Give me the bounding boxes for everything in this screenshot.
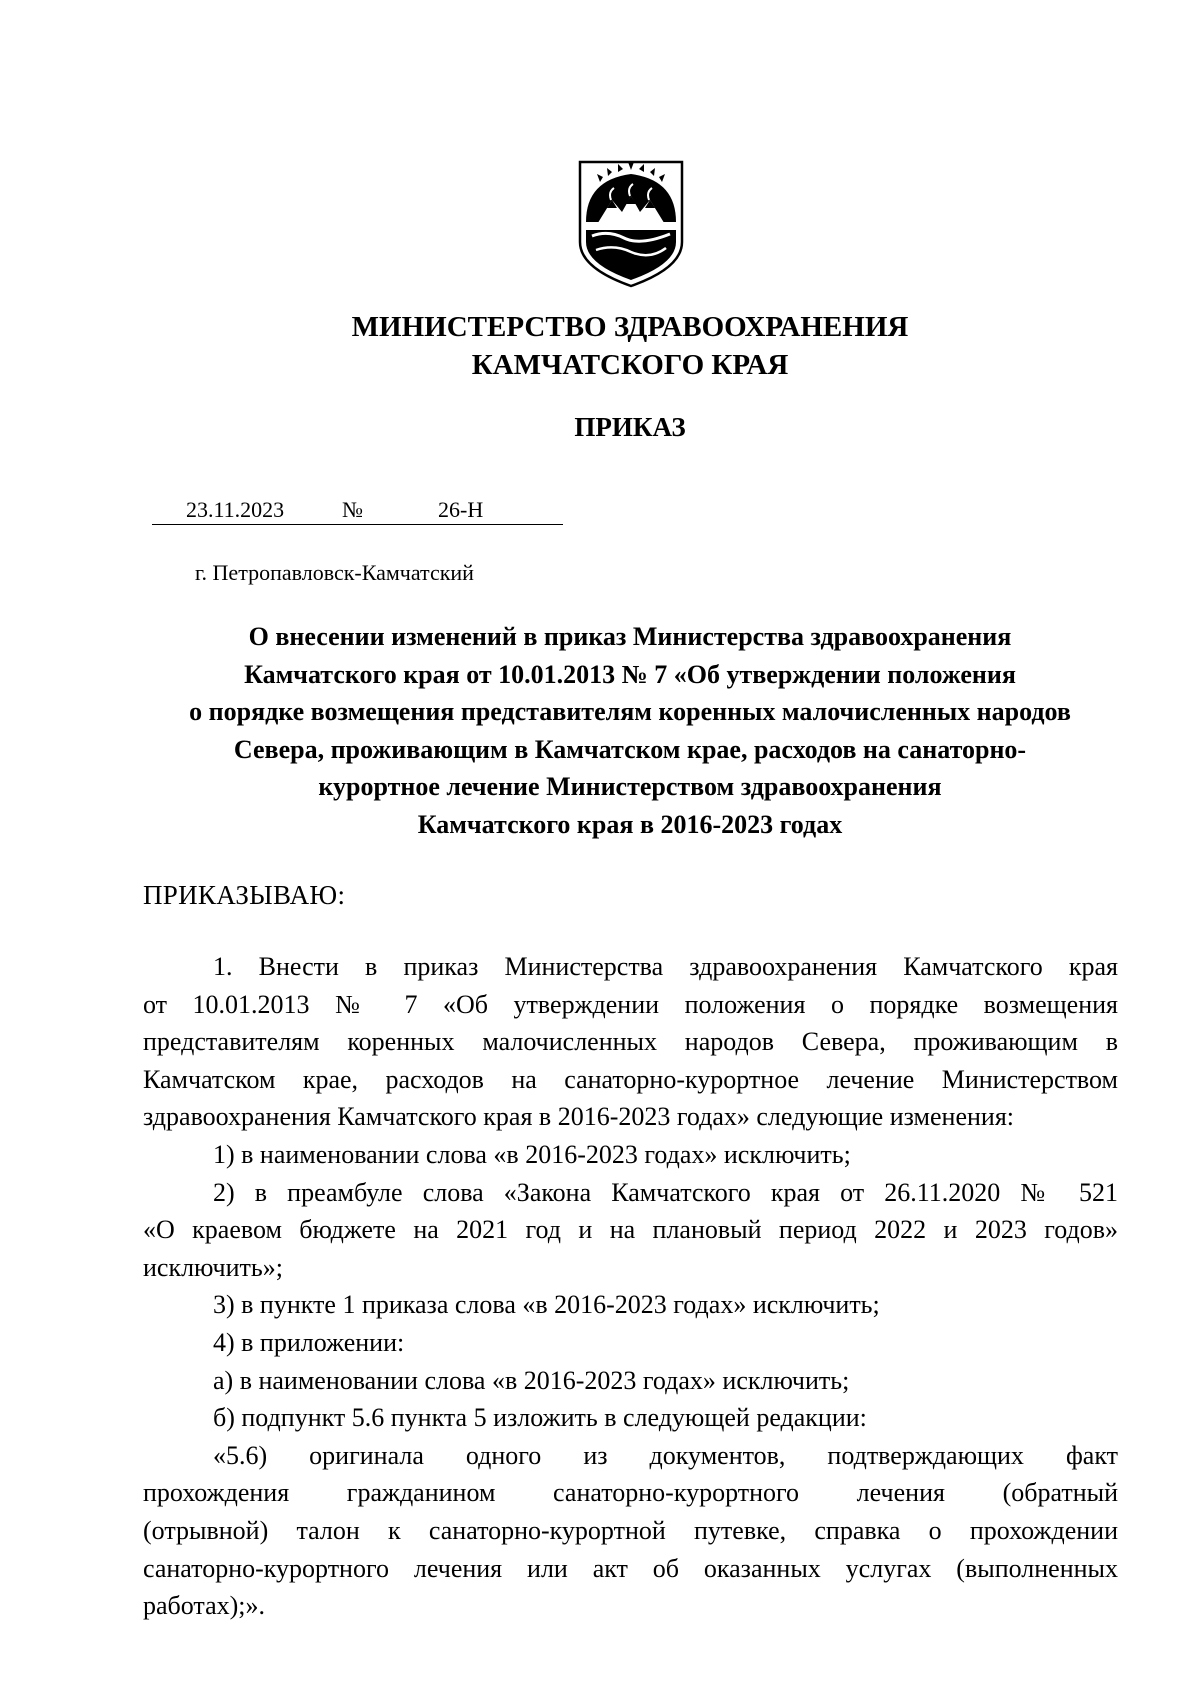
order-number: 26-Н — [438, 497, 484, 522]
quote-line-1: «5.6) оригинала одного из документов, подтверждающих факт — [213, 1440, 1118, 1470]
order-word: ПРИКАЗЫВАЮ: — [143, 880, 346, 910]
ministry-line-1: МИНИСТЕРСТВО ЗДРАВООХРАНЕНИЯ — [351, 311, 909, 343]
subject-line-5: курортное лечение Министерством здравоохранения — [318, 772, 942, 801]
subject-line-1: О внесении изменений в приказ Министерства здравоохранения — [248, 622, 1012, 651]
item-4b: б) подпункт 5.6 пункта 5 изложить в следующей редакции: — [213, 1403, 867, 1433]
subject-line-4: Севера, проживающим в Камчатском крае, расходов на санаторно- — [233, 734, 1027, 764]
order-subject — [130, 618, 1130, 843]
quote-line-4: санаторно-курортного лечения или акт об оказанных услугах (выполненных — [143, 1553, 1118, 1583]
item-3: 3) в пункте 1 приказа слова «в 2016-2023 годах» исключить; — [213, 1290, 880, 1320]
item-2-line-1: 2) в преамбуле слова «Закона Камчатского края от 26.11.2020 № 521 — [213, 1177, 1118, 1207]
subject-line-6: Камчатского края в 2016-2023 годах — [417, 809, 843, 839]
order-body — [143, 948, 1118, 1625]
quote-line-5: работах);». — [143, 1591, 266, 1621]
ministry-name — [0, 308, 1200, 384]
subject-line-2: Камчатского края от 10.01.2013 № 7 «Об утверждении положения — [244, 659, 1016, 689]
item-2-line-2: «О краевом бюджете на 2021 год и на плановый период 2022 и 2023 годов» — [143, 1215, 1118, 1245]
item-2-line-3: исключить»; — [143, 1252, 283, 1282]
item-4a: а) в наименовании слова «в 2016-2023 годах» исключить; — [213, 1365, 850, 1395]
document-type: ПРИКАЗ — [574, 412, 686, 442]
item-4: 4) в приложении: — [213, 1327, 405, 1357]
order-date: 23.11.2023 — [186, 497, 285, 522]
item-1: 1) в наименовании слова «в 2016-2023 годах» исключить; — [213, 1139, 851, 1169]
paragraph-1-line-1: 1. Внести в приказ Министерства здравоохранения Камчатского края — [213, 952, 1118, 981]
paragraph-1-line-3: представителям коренных малочисленных народов Севера, проживающим в — [143, 1027, 1118, 1057]
number-underline — [368, 524, 563, 525]
quote-line-3: (отрывной) талон к санаторно-курортной путевке, справка о прохождении — [143, 1515, 1118, 1545]
ministry-line-2: КАМЧАТСКОГО КРАЯ — [471, 349, 789, 381]
paragraph-1-line-4: Камчатском крае, расходов на санаторно-курортное лечение Министерством — [143, 1064, 1118, 1094]
quote-line-2: прохождения гражданином санаторно-курортного лечения (обратный — [143, 1478, 1118, 1508]
number-sign: № — [342, 497, 363, 522]
kamchatka-coat-of-arms-icon — [578, 160, 684, 288]
paragraph-1-line-5: здравоохранения Камчатского края в 2016-2023 годах» следующие изменения: — [143, 1102, 1014, 1132]
city: г. Петропавловск-Камчатский — [195, 560, 474, 585]
subject-line-3: о порядке возмещения представителям коренных малочисленных народов — [189, 697, 1071, 726]
paragraph-1-line-2: от 10.01.2013 № 7 «Об утверждении положения о порядке возмещения — [143, 989, 1118, 1019]
